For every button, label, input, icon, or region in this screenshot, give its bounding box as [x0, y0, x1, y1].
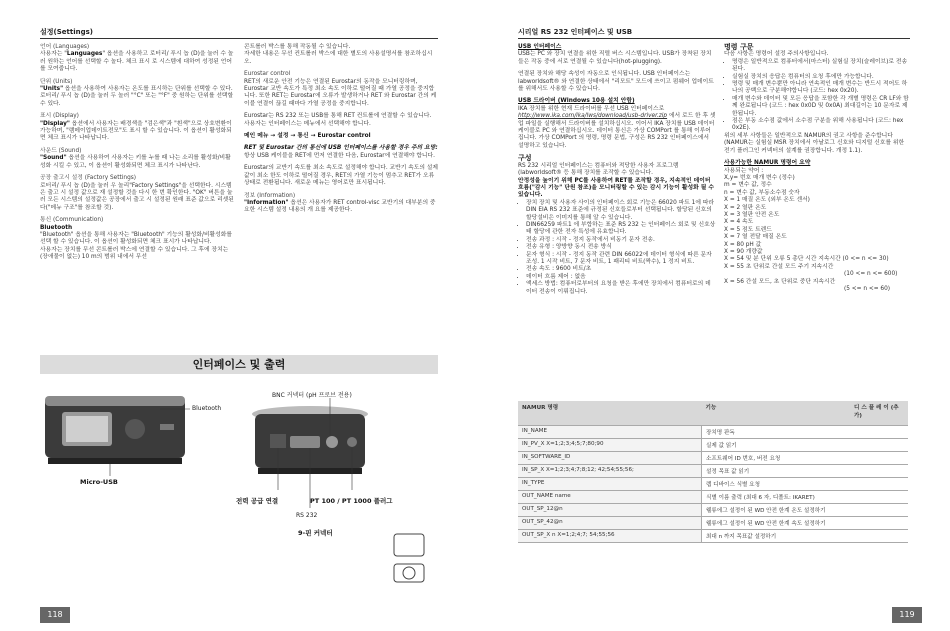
eurostar-title: Eurostar control [244, 71, 291, 78]
command-cell: OUT_SP_X n X=1;2;4;7; 54;55;56 [518, 530, 702, 543]
abbrev-line: X,y= 번호 매개 변수 (정수) [724, 174, 795, 181]
function-cell: 웰류에그 설정이 된 WD 안전 한계 속도 설정하기 [702, 517, 851, 530]
right-page-header: 시리얼 RS 232 인터페이스 및 USB [518, 28, 633, 36]
bnc-label: BNC 커넥터 (pH 프로브 전용) [272, 392, 352, 399]
units-body: "Units" 옵션을 사용하여 사용자는 온도를 표시하는 단위를 선택할 수 있다. 로터리/ 푸시 놉 (D)을 눌러 두 놀러 "°C" 또는 "°F" 중 원하는 단위를 선택할 수 있다. [40, 86, 234, 107]
usb-column [518, 44, 716, 296]
page-number-right: 119 [892, 607, 922, 623]
table-row [518, 439, 908, 452]
config-bullet-item: • 전송 속도 : 9600 비트/초 [526, 266, 716, 273]
col2-p2: 자세한 내용은 무선 컨트롤러 박스에 대한 별도의 사용설명서를 참조하십시오. [244, 51, 433, 65]
eurostar-body-3: Eurostar의 교반기 속도를 최소 속도로 설정해야 합니다. 교반기 속도의 설제 값이 최소 한도 이하로 떨어질 경우, RET의 가열 기능이 멈추고 RET가 오류 상태로 전환됩니다. 새로운 메뉴는 영어로만 표시됩니다. [244, 165, 438, 187]
settings-column [40, 44, 235, 262]
abbrev-line: X = 80 pH 값 [724, 241, 762, 248]
abbrev-line: X = 56 간설 모드, 초 단위로 중단 지속시간 [724, 278, 836, 285]
abbrev-line: X = 2 열판 온도 [724, 204, 767, 211]
function-cell: 장치명 판독 [702, 426, 851, 439]
usb-note-body: 항상 USB 케이블을 RET에 먼저 연결한 다음, Eurostar에 연결해야 합니다. [244, 152, 435, 159]
display-body: "Display" 옵션에서 사용자는 배경색을 "검은색"과 "흰색"으로 상호변환이 가능하며, "램메이업데이트전모"도 표시 할 수 있습니다. 이 옵션이 활성화되면 체크 표시가 나타납니다. [40, 120, 232, 142]
9pin-label: 9-핀 커넥터 [298, 529, 333, 537]
config-bullets [518, 200, 716, 296]
sound-title: 사운드 (Sound) [40, 147, 82, 154]
syntax-title: 명령 구문 [724, 43, 754, 51]
config-bullet-item: • 장치 장치 및 사용자 사이의 인터페이스 회로 기능은 66020 파트 1에 따라 DIN EIA RS 232 표준에 규정된 신호들로부터 선택됩니다. 할당된 신호의 할당설비은 이미지를 통해 알 수 있습니다. [526, 200, 716, 222]
abbrev-line: X = 55 초 단위로 간설 모드 주기 지속시간 [724, 263, 834, 270]
abbrev-line: X = 5 점도 트렌드 [724, 226, 772, 233]
table-row [518, 504, 908, 517]
syntax-bullet-item: • 실험실 장치의 응답은 컴퓨터의 요청 후에만 가능합니다. [732, 74, 910, 81]
usb-note: RET 및 Eurostar 간의 통신에 USB 인터페이스를 사용할 경우 주의 요망: [244, 145, 438, 152]
table-row [518, 491, 908, 504]
usb-title: USB 인터페이스 [518, 44, 562, 50]
display-title: 표시 (Display) [40, 113, 79, 120]
config-bullet-item: • 문자 형식 : 시작 - 정지 동작 관련 DIN 66022에 데이터 형식에 따른 문자 조성. 1 시작 비트, 7 문자 비트, 1 패리티 비트(짝수), 1 정지 비트. [526, 252, 716, 267]
abbrev-line: n = 변수 값, 부동소수점 숫자 [724, 189, 800, 196]
namur-summary-title: 사용가능한 NAMUR 명령어 요약 [724, 160, 811, 167]
config-bullet-item: • DIN66259 파트1 에 부합하는 표준 RS 232 는 인터페이스 회로 및 신호상태 할당에 관한 전자 특성에 유효합니다. [526, 222, 716, 237]
usb-driver-title: USB 드라이버 (Windows 10용 설치 안함) [518, 98, 635, 105]
safety-note: 안정성을 높이기 위해 PC를 사용하여 RET를 조작할 경우, 지속적인 데이터 흐름("감시 기능" 단원 참조)을 모니터링할 수 있는 감시 기능이 활성화 될 수 있습니다. [518, 177, 714, 199]
function-cell: 실제 값 읽기 [702, 439, 851, 452]
eurostar-column [244, 44, 438, 220]
left-header-rule [40, 38, 438, 39]
abbrev-line: (5 <= n <= 60) [844, 286, 891, 292]
namur-intro: 위의 세부 사항들은 일반적으로 NAMUR의 권고 사항을 준수합니다 (NAMUR는 실험실 MSR 장치에서 아날로그 신호와 디지털 신호를 위한 전기 플러그인 커넥터의 설계를 권장합니다. 개정 1.1). [724, 132, 905, 154]
abbrev-line: X = 1 매질 온도 (외부 온도 센서) [724, 197, 810, 204]
command-cell: IN_NAME [518, 426, 702, 439]
menu-path: 메인 메뉴 → 설정 → 통신 → Eurostar control [244, 133, 371, 140]
page-number-left: 118 [40, 607, 70, 623]
abbrev-line: X = 3 열판 안전 온도 [724, 211, 780, 218]
bluetooth-title: Bluetooth [40, 224, 73, 231]
config-bullet-item: • 액세스 방법: 컴퓨터로부터의 요청을 받은 후에만 장치에서 컴퓨터로의 데이터 전송이 이뤄집니다. [526, 281, 716, 296]
abbrev-line: X = 7 열 전달 매질 온도 [724, 234, 787, 241]
config-bullet-item: • 데이터 흐름 제어 : 없음 [526, 274, 716, 281]
abbrev-line: m = 변수 값, 정수 [724, 182, 772, 189]
function-cell: 식별 이름 출력 (최대 6 자, 디폴트: IKARET) [702, 491, 851, 504]
right-header-rule [518, 38, 910, 39]
namur-command-table [518, 401, 908, 543]
config-bullet-item: • 전송 과정 : 시작 - 정지 동작에서 비동기 문자 전송. [526, 237, 716, 244]
command-cell: IN_TYPE [518, 478, 702, 491]
micro-usb-label: Micro-USB [80, 478, 118, 486]
abbrev-line: X = 4 속도 [724, 219, 754, 226]
units-title: 단위 (Units) [40, 78, 73, 85]
table-row [518, 530, 908, 543]
abbrev-line: (10 <= n <= 600) [844, 271, 898, 278]
left-page-header: 설정(Settings) [40, 28, 93, 36]
language-title: 언어 (Languages) [40, 44, 90, 50]
pt-plug-label: PT 100 / PT 1000 플러그 [310, 497, 393, 505]
function-cell: 소프트웨어 ID 번호, 버전 요청 [702, 452, 851, 465]
display-cell [850, 478, 908, 491]
usb-driver-body: IKA 장치를 위한 현재 드라이버를 우선 USB 인터페이스로 http://www.ika.com/ika/lws/download/usb-driver.zip 에서 로드 한 후 셋업 파일을 실행해서 드라이버를 설치하십시오. 이어서 IKA 장치를 USB 데이터 케이블로 PC 와 연결하십시오. 데이터 통신은 가상 COMPort 를 통해 이루어집니다. 가상 COMPort 의 명령, 명령 문법, 구성은 RS 232 인터페이스에서 설명하고 있습니다. [518, 105, 716, 149]
language-body: 사용자는 "Languages" 옵션을 사용하고 로터리/ 푸시 놉 (D)을 눌러 수 놀러 원하는 언어를 선택할 수 놀다. 체크 표시 로 시스템에 대하여 성정된 언어를 모여줍니다. [40, 51, 234, 73]
config-body: RS 232 시리얼 인터페이스는 컴퓨터와 적당한 사용자 프로그램 (labworldsoft® 등 통해 장치를 조작할 수 있습니다. [518, 162, 679, 177]
display-cell [850, 504, 908, 517]
commands-column [724, 44, 910, 293]
bluetooth-body-2: 사용자는 장치를 무선 콘트롤러 박스에 연결할 수 있습니다. 그 후에 장치는 (장애물이 없는) 10 m의 범위 내에서 무선 [40, 246, 229, 261]
command-cell: OUT_SP_12@n [518, 504, 702, 517]
table-row [518, 517, 908, 530]
command-cell: IN_SP_X X=1;2;3;4;7;8;12; 42;54;55;56; [518, 465, 702, 478]
usb-body: USB는 PC 와 장치 연결을 위한 직렬 버스 시스템입니다. USB가 장착된 장치들은 작동 중에 서로 연결될 수 있습니다(hot-plugging). [518, 51, 712, 65]
syntax-bullets [724, 59, 910, 133]
function-cell: 웰류에그 설정이 된 WD 안전 한계 온도 설정하기 [702, 504, 851, 517]
abbrev-subtitle: 사용되는 약어 : [724, 167, 764, 174]
table-row [518, 465, 908, 478]
driver-link[interactable]: http://www.ika.com/ika/lws/download/usb-driver.zip [518, 113, 668, 120]
command-cell: OUT_NAME name [518, 491, 702, 504]
syntax-bullet-item: • 점은 부동 소수점 값에서 소수점 구분을 위해 사용됩니다 (코드: hex 0x2E). [732, 118, 910, 133]
eurostar-body-2: Eurostar는 RS 232 또는 USB를 통해 RET 컨트롤에 연결할 수 있습니다. 사용자는 인터페이스는 메뉴에서 선택해야 합니다. [244, 113, 432, 127]
usb-body-2: 연결된 장치와 해당 속성이 자동으로 인식됩니다. USB 인터페이스는 labworldsoft® 와 연결한 상태에서 "리모트" 모드에 쓰이고 펌웨어 업데이트를 위해서도 사용할 수 있습니다. [518, 71, 714, 93]
abbrev-list [724, 175, 910, 294]
rs232-label: RS 232 [296, 512, 318, 519]
display-cell [850, 491, 908, 504]
col-display: 디 스 플 레 이 (추가) [850, 401, 908, 426]
command-cell: IN_SOFTWARE_ID [518, 452, 702, 465]
table-row [518, 478, 908, 491]
interfaces-banner: 인터페이스 및 출력 [40, 355, 438, 374]
display-cell [850, 452, 908, 465]
information-title: 정보 (Information) [244, 192, 296, 199]
function-cell: 랩 디바이스 식별 요청 [702, 478, 851, 491]
device-figure [40, 384, 438, 584]
eurostar-body: RET의 새로운 안전 기능은 연결된 Eurostar의 동작을 모니터링하며, Eurostar 교반 속도가 특정 최소 속도 이하로 떨어질 때 가열 공정을 중지합니다. 또한 RET는 Eurostar에 오류가 발생하거나 RET 와 Eurostar 간의 케이블 연결이 끊길 때마다 가열 공정을 중지합니다. [244, 78, 437, 107]
col-namur-command: NAMUR 명령 [518, 401, 702, 426]
factory-title: 공장 출고시 설정 (Factory Settings) [40, 175, 137, 182]
display-cell [850, 465, 908, 478]
col-function: 기능 [702, 401, 851, 426]
display-cell [850, 439, 908, 452]
command-cell: OUT_SP_42@n [518, 517, 702, 530]
table-row [518, 426, 908, 439]
factory-body: 로터리/ 푸시 놉 (D)을 눌러 우 놀리"Factory Settings"을 선택한다. 시스템은 출고 시 설정 값으로 재 설정할 것을 다시 한 번 확인한다. "OK" 버튼을 눌러 모든 시스템의 설정값은 공장에서 출고 시 설정된 원래 표준 값으로 리셋된다("메뉴 구조"를 참조할 것). [40, 182, 234, 211]
config-bullet-item: • 전송 유형 : 양방향 동시 전송 방식 [526, 244, 716, 251]
config-title: 구성 [518, 154, 532, 163]
syntax-bullet-item: • 명령은 일반적으로 컴퓨터에서(마스터) 실험실 장치(슬레이브)로 전송된다. [732, 59, 910, 74]
function-cell: 최대 n 까지 목표값 설정하기 [702, 530, 851, 543]
information-body: "Information" 옵션은 사용자가 RET control-visc 교반기의 대부분의 중요한 시스템 설정 내용의 개 요를 제공한다. [244, 199, 436, 214]
syntax-bullet-item: • 매개 변수와 데이터 및 모든 응답을 포함한 각 개별 명령은 CR LF와 함께 완료됩니다 (코드 : hex 0x0D 및 0x0A) 최대길이는 10 문자로 제한됩니다. [732, 96, 910, 118]
display-cell [850, 426, 908, 439]
bluetooth-body: "Bluetooth" 옵션을 통해 사용자는 "Bluetooth" 기능의 활성화/비활성화를 선택 할 수 있습니다. 이 옵션이 활성화되면 체크 표시가 나타납니다. [40, 231, 232, 246]
abbrev-line: X = 54 및 분 단위 오류 5 총단 시간 지속시간 (0 <= n <= 30) [724, 256, 889, 263]
syntax-bullet-item: • 명령 및 매개 변수뿐만 아니라 연속적인 매개 변수는 반드시 적어도 하나의 공백으로 구분해야합니다 (코드: hex 0x20). [732, 81, 910, 96]
display-cell [850, 530, 908, 543]
syntax-body: 다음 사항은 명령어 설정 주의사항입니다. [724, 51, 829, 58]
col2-p1: 콘트롤러 박스를 통해 작동될 수 있습니다. [244, 44, 351, 50]
command-cell: IN_PV_X X=1;2;3;4;5;7;80;90 [518, 439, 702, 452]
communication-title: 통신 (Communication) [40, 217, 104, 224]
bluetooth-label: Bluetooth [192, 405, 222, 412]
function-cell: 설정 목표 값 읽기 [702, 465, 851, 478]
power-label: 전력 공급 연결 [236, 497, 279, 505]
table-row [518, 452, 908, 465]
sound-body: "Sound" 옵션을 사용하여 사용자는 키를 누를 때 나는 소리를 활성화/비활성화 시킬 수 있고, 이 옵션이 활성화되면 체크 표시가 나타난다. [40, 155, 231, 169]
abbrev-line: X = 90 개량값 [724, 248, 763, 255]
display-cell [850, 517, 908, 530]
